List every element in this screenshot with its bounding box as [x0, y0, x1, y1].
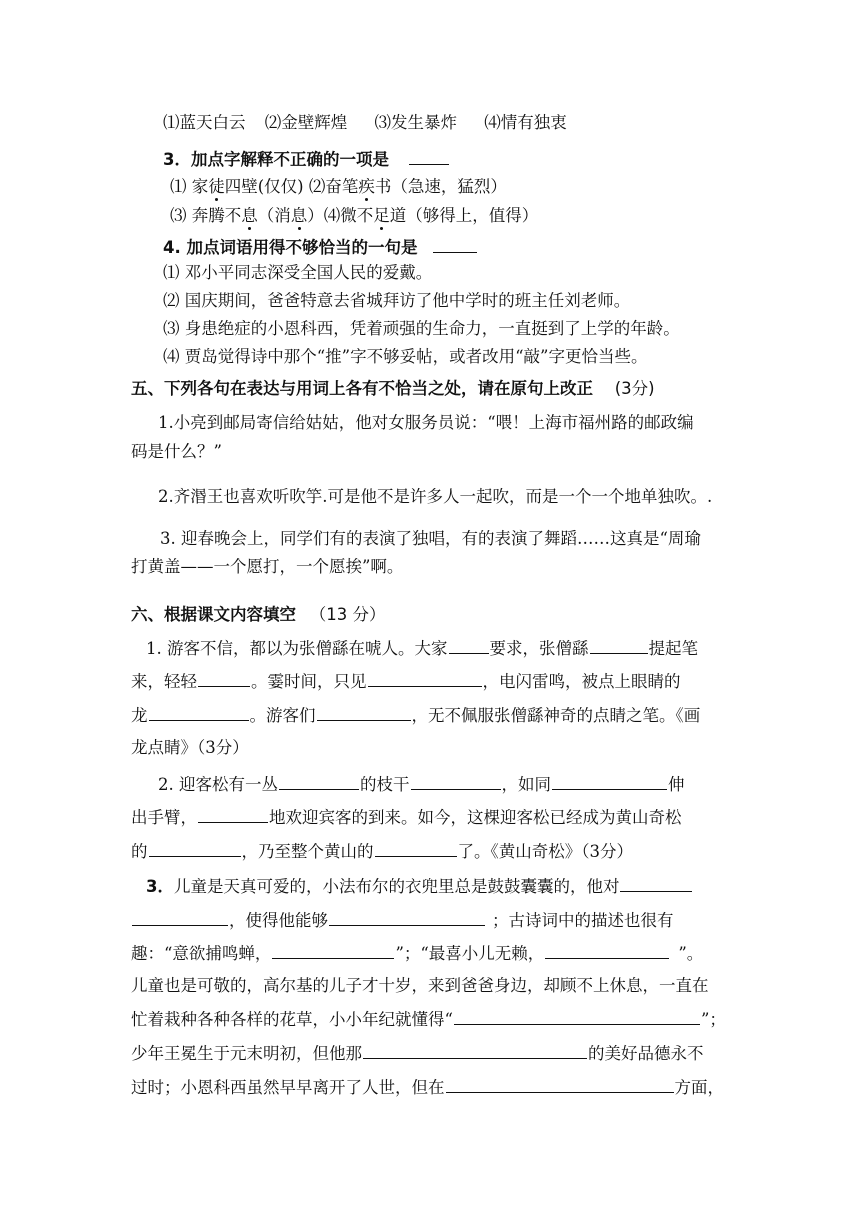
text: ，无不佩服张僧繇神奇的点睛之笔。《画 [411, 706, 701, 725]
text: 的 [131, 842, 148, 861]
text: 龙 [131, 706, 148, 725]
answer-blank[interactable] [368, 670, 482, 687]
answer-blank[interactable] [409, 148, 449, 165]
text: 方面， [674, 1078, 724, 1097]
p3-line-a [146, 875, 693, 898]
answer-blank[interactable] [620, 875, 692, 892]
answer-blank[interactable] [272, 942, 394, 959]
text: 趣：“意欲捕鸣蝉， [131, 944, 272, 963]
q3-row-1: ⑴ 家徒四壁(仅仅) ⑵奋笔疾书（急速，猛烈） [170, 177, 507, 196]
text: 来，轻轻 [131, 672, 197, 691]
answer-blank[interactable] [449, 637, 489, 654]
q2-option-1: ⑴蓝天白云 [163, 113, 246, 132]
answer-blank[interactable] [149, 704, 249, 721]
text: 1. 游客不信，都以为张僧繇在唬人。大家 [146, 639, 448, 658]
section-5-score: (3分) [614, 379, 655, 398]
p3-line-e [131, 1008, 726, 1031]
answer-blank[interactable] [149, 840, 241, 857]
text: 少年王冕生于元末明初，但他那 [131, 1044, 362, 1063]
answer-blank[interactable] [329, 909, 485, 926]
section-6-score: （13 分） [309, 605, 386, 624]
p1-line-d: 龙点睛》（3分） [131, 738, 249, 757]
text: ，乃至整个黄山的 [241, 842, 374, 861]
p3-line-d: 儿童也是可敬的，高尔基的儿子才十岁，来到爸爸身边，却顾不上休息，一直在 [131, 976, 709, 995]
text: 忙着栽种各种各样的花草，小小年纪就懂得“ [131, 1010, 453, 1029]
text: 的枝干 [360, 775, 410, 794]
text: ”；“最喜小儿无赖， [395, 944, 545, 963]
answer-blank[interactable] [433, 236, 477, 253]
text: 。游客们 [249, 706, 316, 725]
q3-title: 3．加点字解释不正确的一项是 [163, 150, 389, 169]
text: ，使得他能够 [229, 911, 328, 930]
answer-blank[interactable] [132, 909, 228, 926]
q3-title-line [163, 148, 450, 171]
section-5-heading: 五、下列各句在表达与用词上各有不恰当之处，请在原句上改正 [131, 379, 593, 398]
answer-blank[interactable] [590, 637, 648, 654]
q4-title: 4. 加点词语用得不够恰当的一句是 [163, 238, 418, 257]
section-5-title [131, 378, 655, 400]
text: 。霎时间，只见 [251, 672, 367, 691]
text: 2. 迎客松有一丛 [158, 775, 278, 794]
text: 伸 [668, 775, 685, 794]
text: 要求，张僧繇 [489, 639, 589, 658]
answer-blank[interactable] [198, 806, 268, 823]
q4-title-line [163, 236, 478, 259]
text: ；古诗词中的描述也很有 [492, 911, 674, 930]
text: ”； [700, 1010, 726, 1029]
q4-sentence-1: ⑴ 邓小平同志深受全国人民的爱戴。 [163, 263, 433, 282]
q2-option-4: ⑷情有独衷 [484, 113, 567, 132]
q3-row-2: ⑶ 奔腾不息（消息）⑷微不足道（够得上，值得） [170, 206, 539, 225]
q2-option-3: ⑶发生暴炸 [374, 113, 457, 132]
sec5-item-1a: 1.小亮到邮局寄信给姑姑，他对女服务员说：“喂！上海市福州路的邮政编 [158, 413, 694, 432]
answer-blank[interactable] [363, 1042, 587, 1059]
text: 过时；小恩科西虽然早早离开了人世，但在 [131, 1078, 445, 1097]
answer-blank[interactable] [375, 840, 457, 857]
p3-number: 3． [146, 877, 174, 896]
p3-line-b [131, 909, 674, 932]
sec5-item-2: 2.齐湣王也喜欢听吹竽.可是他不是许多人一起吹，而是一个一个地单独吹。. [158, 487, 713, 506]
p2-line-a [158, 773, 685, 796]
p3-line-c [131, 942, 703, 965]
text: ”。 [678, 944, 704, 963]
text: 地欢迎宾客的到来。如今，这棵迎客松已经成为黄山奇松 [269, 808, 682, 827]
answer-blank[interactable] [198, 670, 250, 687]
text: 提起笔 [648, 639, 698, 658]
q4-sentence-3: ⑶ 身患绝症的小恩科西，凭着顽强的生命力，一直挺到了上学的年龄。 [163, 319, 680, 338]
section-6-heading: 六、根据课文内容填空 [131, 605, 296, 624]
q4-sentence-2: ⑵ 国庆期间，爸爸特意去省城拜访了他中学时的班主任刘老师。 [163, 291, 631, 310]
answer-blank[interactable] [411, 773, 501, 790]
text: 儿童是天真可爱的，小法布尔的衣兜里总是鼓鼓囊囊的，他对 [173, 877, 620, 896]
section-6-title [131, 604, 386, 626]
p2-line-c [131, 840, 633, 863]
text: ，电闪雷鸣，被点上眼睛的 [482, 672, 681, 691]
q2-option-2: ⑵金壁辉煌 [264, 113, 348, 132]
text: ，如同 [501, 775, 551, 794]
q4-sentence-4: ⑷ 贾岛觉得诗中那个“推”字不够妥帖，或者改用“敲”字更恰当些。 [163, 347, 648, 366]
sec5-item-3a: 3. 迎春晚会上，同学们有的表演了独唱，有的表演了舞蹈……这真是“周瑜 [160, 529, 701, 548]
answer-blank[interactable] [454, 1008, 700, 1025]
text: 了。《黄山奇松》（3分） [457, 842, 633, 861]
sec5-item-3b: 打黄盖——一个愿打，一个愿挨”啊。 [131, 557, 404, 576]
p2-line-b [131, 806, 682, 829]
answer-blank[interactable] [279, 773, 359, 790]
p3-line-f [131, 1042, 704, 1065]
answer-blank[interactable] [545, 942, 669, 959]
text: 的美好品德永不 [588, 1044, 704, 1063]
p1-line-a [146, 637, 698, 660]
text: 出手臂， [131, 808, 197, 827]
p1-line-b [131, 670, 681, 693]
p3-line-g [131, 1076, 724, 1099]
answer-blank[interactable] [552, 773, 667, 790]
sec5-item-1b: 码是什么？” [131, 442, 222, 461]
answer-blank[interactable] [317, 704, 411, 721]
q2-options [163, 112, 567, 134]
answer-blank[interactable] [446, 1076, 674, 1093]
p1-line-c [131, 704, 700, 727]
